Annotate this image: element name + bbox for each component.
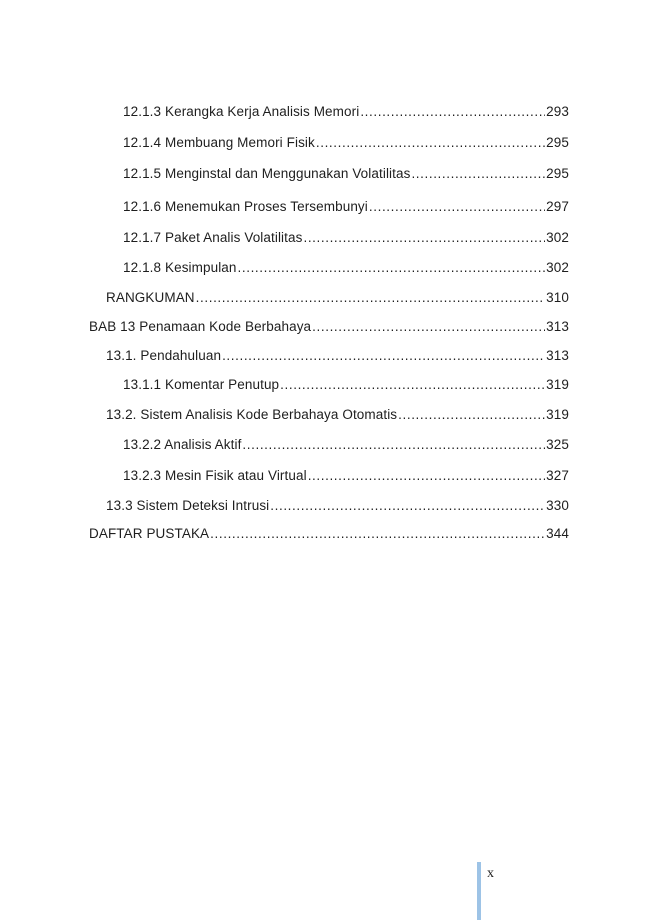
- toc-entry[interactable]: [123, 436, 569, 454]
- toc-entry-title: 12.1.5 Menginstal dan Menggunakan Volatilitas: [123, 166, 411, 181]
- toc-entry-title: 13.2.2 Analisis Aktif: [123, 437, 242, 452]
- toc-entry-page: 295: [546, 135, 569, 150]
- toc-entry-page: 325: [546, 437, 569, 452]
- toc-entry[interactable]: [123, 259, 569, 277]
- toc-entry[interactable]: [106, 347, 569, 365]
- toc-dot-leader: [360, 103, 545, 121]
- toc-dot-leader: [270, 497, 545, 515]
- toc-entry-title: DAFTAR PUSTAKA: [89, 526, 210, 541]
- toc-entry[interactable]: [123, 134, 569, 152]
- toc-entry-title: 12.1.4 Membuang Memori Fisik: [123, 135, 315, 150]
- toc-entry-page: 327: [546, 468, 569, 483]
- toc-entry-title: 12.1.3 Kerangka Kerja Analisis Memori: [123, 104, 360, 119]
- toc-entry-title: RANGKUMAN: [106, 290, 195, 305]
- toc-dot-leader: [222, 347, 545, 365]
- toc-dot-leader: [238, 259, 546, 277]
- toc-entry-title: 12.1.6 Menemukan Proses Tersembunyi: [123, 199, 368, 214]
- toc-dot-leader: [312, 318, 545, 336]
- toc-entry[interactable]: [89, 525, 569, 543]
- toc-entry-title: 13.1.1 Komentar Penutup: [123, 377, 280, 392]
- toc-entry-page: 302: [546, 230, 569, 245]
- toc-entry[interactable]: [123, 103, 569, 121]
- toc-dot-leader: [242, 436, 545, 454]
- toc-entry-page: 344: [546, 526, 569, 541]
- toc-dot-leader: [280, 376, 545, 394]
- toc-dot-leader: [411, 165, 545, 183]
- toc-entry-title: BAB 13 Penamaan Kode Berbahaya: [89, 319, 312, 334]
- toc-dot-leader: [308, 467, 545, 485]
- toc-entry[interactable]: [106, 406, 569, 424]
- toc-entry[interactable]: [123, 229, 569, 247]
- toc-dot-leader: [196, 289, 546, 307]
- toc-entry-page: 302: [546, 260, 569, 275]
- toc-entry[interactable]: [89, 318, 569, 336]
- toc-entry-page: 297: [546, 199, 569, 214]
- toc-entry[interactable]: [123, 376, 569, 394]
- toc-entry-page: 295: [546, 166, 569, 181]
- toc-entry[interactable]: [123, 165, 569, 183]
- footer-accent-rule: [477, 862, 481, 920]
- toc-dot-leader: [398, 406, 545, 424]
- toc-entry-title: 12.1.8 Kesimpulan: [123, 260, 237, 275]
- toc-entry-title: 13.2. Sistem Analisis Kode Berbahaya Otomatis: [106, 407, 398, 422]
- toc-entry-title: 13.3 Sistem Deteksi Intrusi: [106, 498, 270, 513]
- toc-dot-leader: [210, 525, 545, 543]
- page-number: x: [487, 866, 494, 881]
- toc-entry-page: 313: [546, 348, 569, 363]
- toc-entry[interactable]: [106, 289, 569, 307]
- toc-dot-leader: [369, 198, 545, 216]
- toc-entry-page: 310: [546, 290, 569, 305]
- toc-entry-page: 313: [546, 319, 569, 334]
- toc-entry[interactable]: [123, 198, 569, 216]
- toc-entry-title: 13.2.3 Mesin Fisik atau Virtual: [123, 468, 307, 483]
- toc-entry-page: 330: [546, 498, 569, 513]
- toc-dot-leader: [316, 134, 545, 152]
- toc-entry-page: 293: [546, 104, 569, 119]
- toc-entry-title: 12.1.7 Paket Analis Volatilitas: [123, 230, 303, 245]
- toc-entry[interactable]: [106, 497, 569, 515]
- toc-entry-page: 319: [546, 407, 569, 422]
- toc-entry[interactable]: [123, 467, 569, 485]
- toc-entry-title: 13.1. Pendahuluan: [106, 348, 222, 363]
- toc-dot-leader: [303, 229, 545, 247]
- toc-entry-page: 319: [546, 377, 569, 392]
